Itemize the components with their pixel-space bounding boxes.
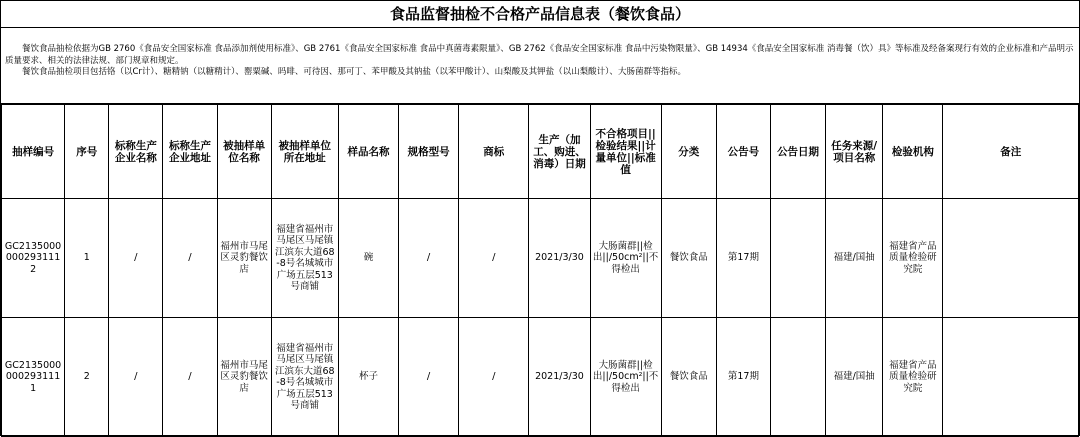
notice-no-cell: 第17期 — [716, 318, 770, 437]
sample-name-cell: 杯子 — [338, 318, 398, 437]
results-table — [1, 104, 1079, 437]
unit-name-cell: 福州市马尾区灵豹餐饮店 — [217, 318, 271, 437]
unit-name-cell: 福州市马尾区灵豹餐饮店 — [217, 199, 271, 318]
header-cell: 规格型号 — [399, 105, 459, 199]
producer-name-cell: / — [109, 199, 163, 318]
notice-no-cell: 第17期 — [716, 199, 770, 318]
header-cell: 抽样编号 — [2, 105, 65, 199]
unit-addr-cell: 福建省福州市马尾区马尾镇江滨东大道68-8号名城城市广场五层513号商铺 — [271, 318, 338, 437]
failed-item-cell: 大肠菌群||检出||/50cm²||不得检出 — [590, 199, 661, 318]
notice-date-cell — [771, 199, 826, 318]
seq-cell: 2 — [65, 318, 109, 437]
header-cell: 样品名称 — [338, 105, 398, 199]
remark-cell — [943, 318, 1079, 437]
agency-cell: 福建省产品质量检验研究院 — [883, 199, 943, 318]
agency-cell: 福建省产品质量检验研究院 — [883, 318, 943, 437]
header-cell: 生产（加工、购进、消毒）日期 — [529, 105, 590, 199]
date-cell: 2021/3/30 — [529, 318, 590, 437]
notice-date-cell — [771, 318, 826, 437]
header-cell: 标称生产企业地址 — [163, 105, 217, 199]
header-cell: 商标 — [459, 105, 529, 199]
producer-addr-cell: / — [163, 318, 217, 437]
date-cell: 2021/3/30 — [529, 199, 590, 318]
spec-cell: / — [399, 318, 459, 437]
sample-no-cell: GC21350000002931112 — [2, 199, 65, 318]
intro-line-2: 餐饮食品抽检项目包括铬（以Cr计）、糖精钠（以糖精计）、罂粟碱、吗啡、可待因、那可丁、苯甲酸及其钠盐（以苯甲酸计）、山梨酸及其钾盐（以山梨酸计）、大肠菌群等指标。 — [5, 67, 686, 77]
header-cell: 被抽样单位名称 — [217, 105, 271, 199]
header-cell: 序号 — [65, 105, 109, 199]
sample-name-cell: 碗 — [338, 199, 398, 318]
brand-cell: / — [459, 199, 529, 318]
producer-name-cell: / — [109, 318, 163, 437]
category-cell: 餐饮食品 — [661, 318, 716, 437]
brand-cell: / — [459, 318, 529, 437]
task-cell: 福建/国抽 — [826, 318, 883, 437]
header-cell: 公告号 — [716, 105, 770, 199]
header-cell: 被抽样单位所在地址 — [271, 105, 338, 199]
header-cell: 任务来源/项目名称 — [826, 105, 883, 199]
intro-text — [1, 28, 1079, 104]
seq-cell: 1 — [65, 199, 109, 318]
header-cell: 公告日期 — [771, 105, 826, 199]
table-row — [2, 318, 1079, 437]
failed-item-cell: 大肠菌群||检出||/50cm²||不得检出 — [590, 318, 661, 437]
header-cell: 标称生产企业名称 — [109, 105, 163, 199]
table-title: 食品监督抽检不合格产品信息表（餐饮食品） — [1, 1, 1079, 28]
producer-addr-cell: / — [163, 199, 217, 318]
intro-line-1: 餐饮食品抽检依据为GB 2760《食品安全国家标准 食品添加剂使用标准》、GB 2761《食品安全国家标准 食品中真菌毒素限量》、GB 2762《食品安全国家标准 食品中污染物限量》、GB 14934《食品安全国家标准 消毒餐（饮）具》等标准及经备案现行有效的企业标准和产品明示质量要求、相关的法律法规、部门规章和规定。 — [5, 44, 1074, 66]
header-cell: 分类 — [661, 105, 716, 199]
header-cell: 检验机构 — [883, 105, 943, 199]
header-cell: 不合格项目||检验结果||计量单位||标准值 — [590, 105, 661, 199]
remark-cell — [943, 199, 1079, 318]
header-row — [2, 105, 1079, 199]
unit-addr-cell: 福建省福州市马尾区马尾镇江滨东大道68-8号名城城市广场五层513号商铺 — [271, 199, 338, 318]
task-cell: 福建/国抽 — [826, 199, 883, 318]
header-cell: 备注 — [943, 105, 1079, 199]
table-row — [2, 199, 1079, 318]
spec-cell: / — [399, 199, 459, 318]
category-cell: 餐饮食品 — [661, 199, 716, 318]
sample-no-cell: GC21350000002931111 — [2, 318, 65, 437]
